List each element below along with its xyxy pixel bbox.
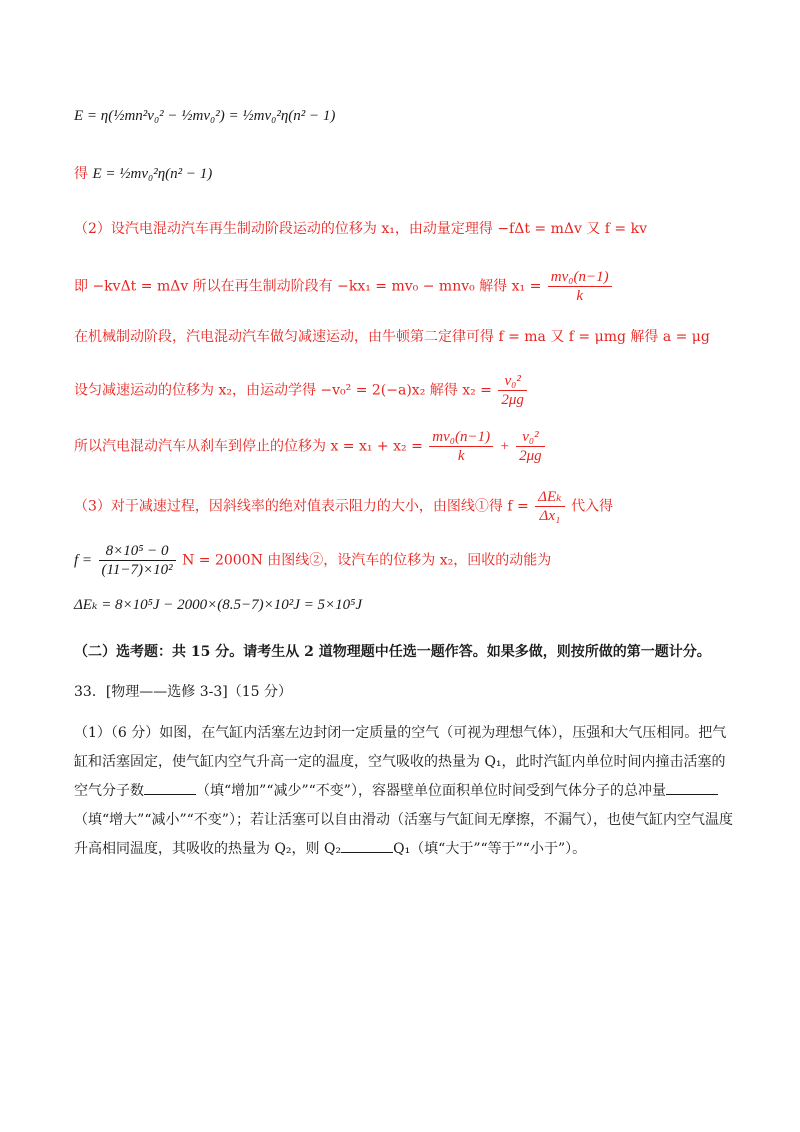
question-33-title: 33．[物理——选修 3-3]（15 分） (74, 684, 292, 700)
result-formula: E = ½mv₀²η(n² − 1) (92, 166, 213, 182)
part2-line5 (74, 428, 740, 465)
part2-line2-text: 即 −kvΔt = mΔv 所以在再生制动阶段有 −kx₁ = mv₀ − mnv₀ 解得 x₁ = (74, 278, 542, 295)
part2-line3: 在机械制动阶段，汽电混动汽车做匀减速运动，由牛顿第二定律可得 f = ma 又 f = μmg 解得 a = μg (74, 329, 710, 345)
part3-line1-text: （3）对于减速过程，因斜线率的绝对值表示阻力的大小，由图线①得 f = (74, 498, 529, 515)
part3-line1 (74, 488, 740, 525)
part3-line3: ΔEₖ = 8×10⁵J − 2000×(8.5−7)×10²J = 5×10⁵J (74, 597, 363, 613)
fraction-x2-den: 2μg (501, 392, 524, 408)
equation-energy: E = η(½mn²v₀² − ½mv₀²) = ½mv₀²η(n² − 1) (74, 108, 336, 124)
q33-text-4: Q₁（填“大于”“等于”“小于”）。 (393, 841, 587, 857)
fraction-x2-num: v₀² (498, 372, 527, 391)
fraction-total-1-den: k (457, 448, 465, 464)
fraction-f-num: ΔEₖ (535, 488, 564, 507)
fraction-force-num: 8×10⁵ − 0 (99, 542, 176, 561)
fraction-x2 (498, 372, 527, 409)
part2-line4 (74, 372, 740, 409)
result-prefix: 得 (74, 166, 88, 182)
fraction-force (99, 542, 176, 579)
fraction-total-1 (429, 428, 493, 465)
equation-energy-result (74, 164, 740, 184)
q33-text-2: （填“增加”“减少”“不变”），容器壁单位面积单位时间受到气体分子的总冲量 (196, 783, 666, 799)
section-header-elective: （二）选考题：共 15 分。请考生从 2 道物理题中任选一题作答。如果多做，则按所做的第一题计分。 (74, 644, 711, 660)
fraction-total-1-num: mv₀(n−1) (429, 428, 493, 447)
part3-line2-rest: N = 2000N 由图线②，设汽车的位移为 x₂，回收的动能为 (182, 552, 552, 569)
plus-sign: + (499, 438, 510, 455)
fraction-f-den: Δx₁ (539, 508, 561, 524)
part2-line5-text: 所以汽电混动汽车从刹车到停止的位移为 x = x₁ + x₂ = (74, 438, 423, 455)
question-33-part1 (74, 719, 734, 864)
fraction-x1 (548, 268, 612, 305)
part3-line2 (74, 542, 740, 579)
answer-blank-2[interactable] (666, 780, 718, 795)
answer-blank-3[interactable] (341, 838, 393, 853)
fraction-x1-den: k (576, 288, 584, 304)
part3-f-label: f = (74, 552, 93, 569)
answer-blank-1[interactable] (144, 780, 196, 795)
fraction-total-2-den: 2μg (519, 448, 542, 464)
part2-line2 (74, 268, 740, 305)
part2-line4-text: 设匀减速运动的位移为 x₂，由运动学得 −v₀² = 2(−a)x₂ 解得 x₂ = (74, 382, 492, 399)
fraction-total-2-num: v₀² (516, 428, 545, 447)
fraction-x1-num: mv₀(n−1) (548, 268, 612, 287)
part3-line1-tail: 代入得 (571, 498, 614, 515)
fraction-force-den: (11−7)×10² (101, 562, 173, 578)
part2-line1: （2）设汽电混动汽车再生制动阶段运动的位移为 x₁，由动量定理得 −fΔt = mΔv 又 f = kv (74, 221, 647, 237)
q33-text-1: （1）（6 分）如图，在气缸内活塞左边封闭一定质量的空气（可视为理想气体），压强和大气压相同。把气缸和活塞固定，使气缸内空气升高一定的温度，空气吸收的热量为 Q₁，此时汽缸内单位时间内撞击活塞的空气分子数 (74, 725, 727, 799)
fraction-total-2 (516, 428, 545, 465)
fraction-f (535, 488, 564, 525)
q33-text-3: （填“增大”“减小”“不变”）；若让活塞可以自由滑动（活塞与气缸间无摩擦，不漏气），也使气缸内空气温度升高相同温度，其吸收的热量为 Q₂，则 Q₂ (74, 812, 733, 857)
